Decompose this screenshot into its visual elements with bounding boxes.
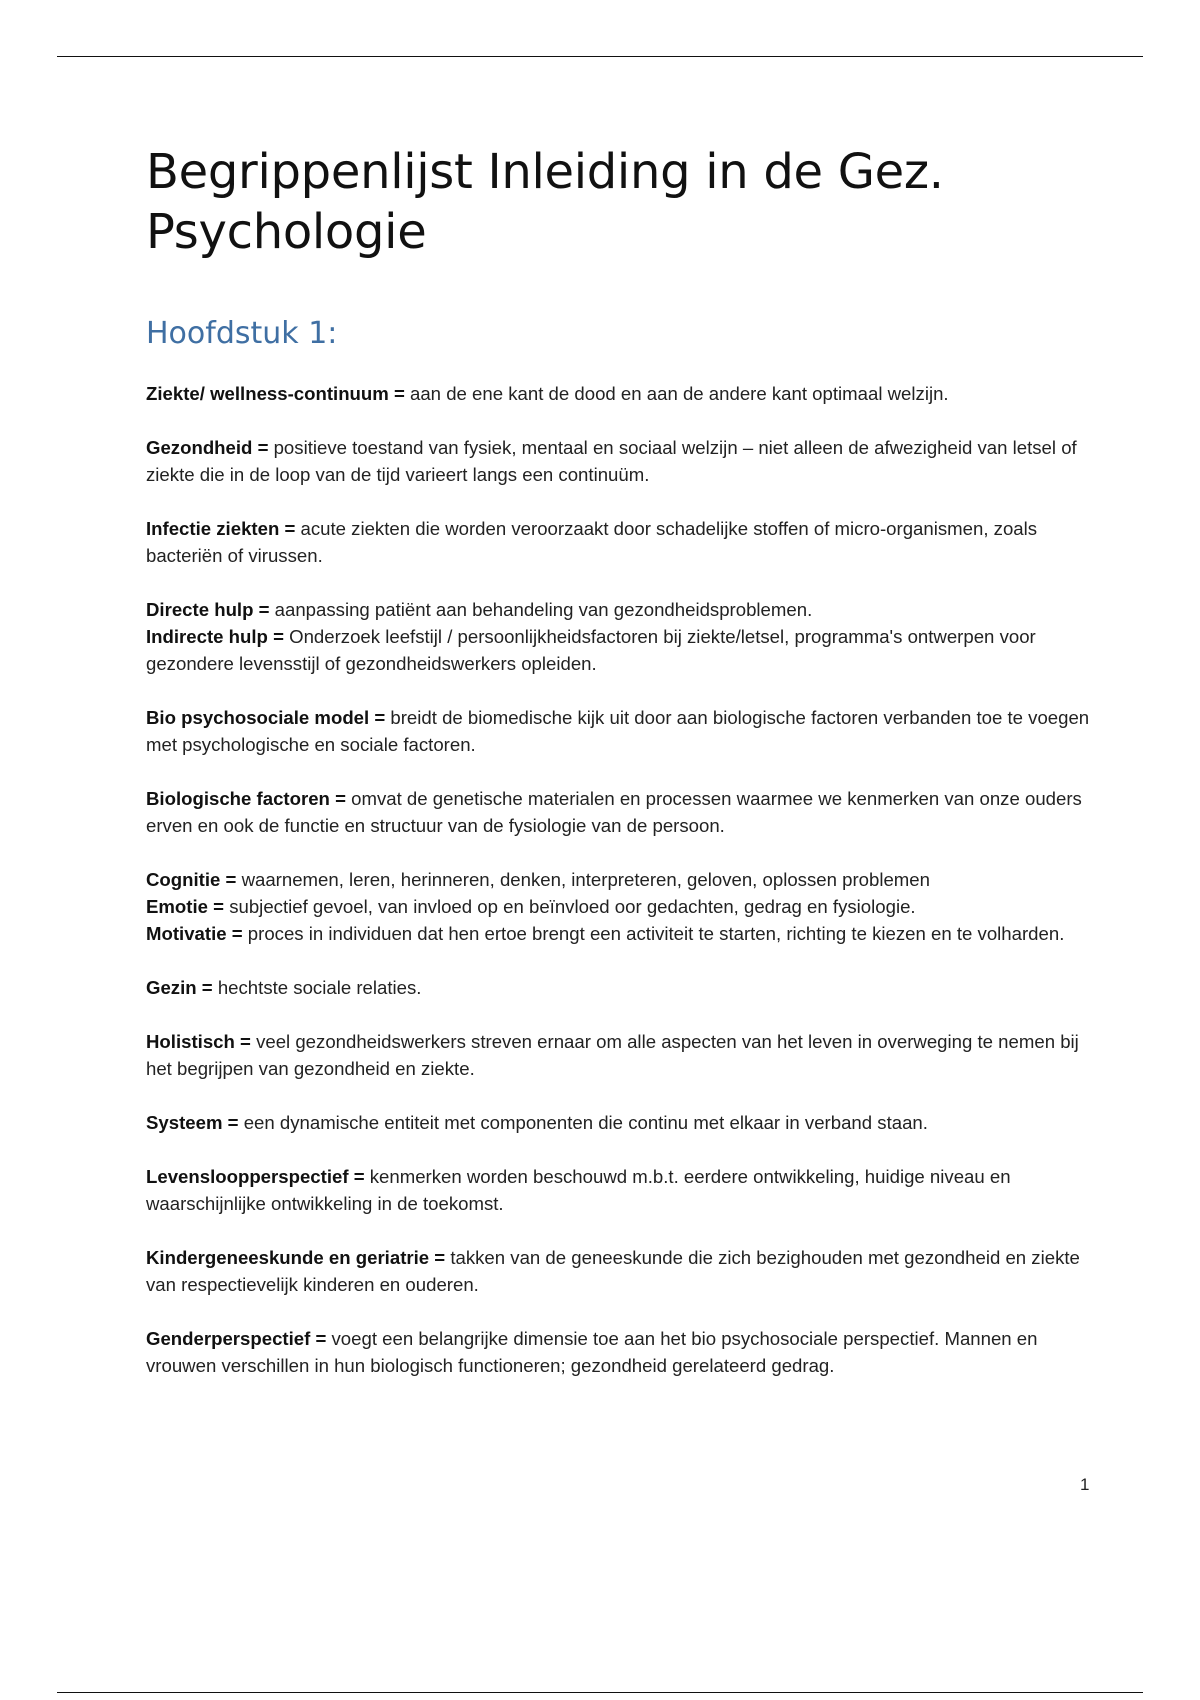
document-title	[146, 142, 1092, 262]
glossary-term: Holistisch =	[146, 1031, 251, 1052]
header-rule	[57, 56, 1143, 57]
glossary-term: Bio psychosociale model =	[146, 707, 386, 728]
glossary-definition: proces in individuen dat hen ertoe brengt een activiteit te starten, richting te kiezen en te volharden.	[247, 923, 1065, 944]
glossary-term: Emotie =	[146, 896, 225, 917]
glossary-definition: aan de ene kant de dood en aan de andere kant optimaal welzijn.	[410, 383, 949, 404]
glossary-definition: omvat de genetische materialen en processen waarmee we kenmerken van onze ouders erven en ook de functie en structuur van de fysiologie van de persoon.	[146, 788, 1082, 836]
glossary-group	[146, 1244, 1092, 1298]
glossary-group	[146, 704, 1092, 758]
glossary-term: Infectie ziekten =	[146, 518, 296, 539]
glossary-entry	[146, 1109, 1092, 1136]
glossary-term: Indirecte hulp =	[146, 626, 284, 647]
glossary-definition: positieve toestand van fysiek, mentaal en sociaal welzijn – niet alleen de afwezigheid van letsel of ziekte die in de loop van de tijd varieert langs een continuüm.	[146, 437, 1077, 485]
glossary-group	[146, 596, 1092, 677]
glossary-term: Gezin =	[146, 977, 213, 998]
glossary-entry	[146, 1244, 1092, 1298]
glossary-entry	[146, 1028, 1092, 1082]
glossary-entry	[146, 785, 1092, 839]
title-line-2: Psychologie	[146, 204, 427, 260]
glossary-entry	[146, 623, 1092, 677]
glossary-entry	[146, 920, 1092, 947]
glossary-definition: waarnemen, leren, herinneren, denken, interpreteren, geloven, oplossen problemen	[241, 869, 930, 890]
glossary-list	[146, 380, 1092, 1379]
glossary-definition: takken van de geneeskunde die zich bezighouden met gezondheid en ziekte van respectievelijk kinderen en ouderen.	[146, 1247, 1080, 1295]
glossary-group	[146, 866, 1092, 947]
glossary-entry	[146, 1325, 1092, 1379]
glossary-term: Cognitie =	[146, 869, 237, 890]
glossary-group	[146, 1325, 1092, 1379]
footer-rule	[57, 1692, 1143, 1693]
glossary-term: Motivatie =	[146, 923, 243, 944]
title-line-1: Begrippenlijst Inleiding in de Gez.	[146, 144, 944, 200]
glossary-group	[146, 1109, 1092, 1136]
glossary-entry	[146, 380, 1092, 407]
glossary-term: Ziekte/ wellness-continuum =	[146, 383, 405, 404]
glossary-group	[146, 380, 1092, 407]
glossary-definition: Onderzoek leefstijl / persoonlijkheidsfactoren bij ziekte/letsel, programma's ontwerpen voor gezondere levensstijl of gezondheidswerkers opleiden.	[146, 626, 1036, 674]
glossary-definition: veel gezondheidswerkers streven ernaar om alle aspecten van het leven in overweging te nemen bij het begrijpen van gezondheid en ziekte.	[146, 1031, 1079, 1079]
glossary-term: Gezondheid =	[146, 437, 269, 458]
glossary-definition: hechtste sociale relaties.	[217, 977, 422, 998]
glossary-group	[146, 1028, 1092, 1082]
glossary-entry	[146, 704, 1092, 758]
glossary-term: Directe hulp =	[146, 599, 270, 620]
glossary-definition: voegt een belangrijke dimensie toe aan het bio psychosociale perspectief. Mannen en vrouwen verschillen in hun biologisch functioneren; gezondheid gerelateerd gedrag.	[146, 1328, 1038, 1376]
glossary-entry	[146, 515, 1092, 569]
glossary-definition: breidt de biomedische kijk uit door aan biologische factoren verbanden toe te voegen met psychologische en sociale factoren.	[146, 707, 1090, 755]
glossary-definition: acute ziekten die worden veroorzaakt door schadelijke stoffen of micro-organismen, zoals bacteriën of virussen.	[146, 518, 1038, 566]
glossary-entry	[146, 974, 1092, 1001]
page-number: 1	[1080, 1475, 1090, 1494]
glossary-entry	[146, 596, 1092, 623]
glossary-definition: aanpassing patiënt aan behandeling van gezondheidsproblemen.	[274, 599, 813, 620]
glossary-group	[146, 974, 1092, 1001]
document-page	[146, 142, 1092, 1406]
glossary-group	[146, 1163, 1092, 1217]
glossary-term: Kindergeneeskunde en geriatrie =	[146, 1247, 446, 1268]
glossary-term: Levensloopperspectief =	[146, 1166, 365, 1187]
glossary-group	[146, 785, 1092, 839]
glossary-definition: een dynamische entiteit met componenten die continu met elkaar in verband staan.	[243, 1112, 928, 1133]
glossary-group	[146, 515, 1092, 569]
chapter-heading: Hoofdstuk 1:	[146, 316, 338, 351]
glossary-entry	[146, 1163, 1092, 1217]
glossary-definition: kenmerken worden beschouwd m.b.t. eerdere ontwikkeling, huidige niveau en waarschijnlijke ontwikkeling in de toekomst.	[146, 1166, 1011, 1214]
glossary-entry	[146, 893, 1092, 920]
glossary-group	[146, 434, 1092, 488]
glossary-entry	[146, 434, 1092, 488]
glossary-definition: subjectief gevoel, van invloed op en beïnvloed oor gedachten, gedrag en fysiologie.	[229, 896, 916, 917]
glossary-entry	[146, 866, 1092, 893]
glossary-term: Systeem =	[146, 1112, 239, 1133]
glossary-term: Biologische factoren =	[146, 788, 346, 809]
glossary-term: Genderperspectief =	[146, 1328, 327, 1349]
